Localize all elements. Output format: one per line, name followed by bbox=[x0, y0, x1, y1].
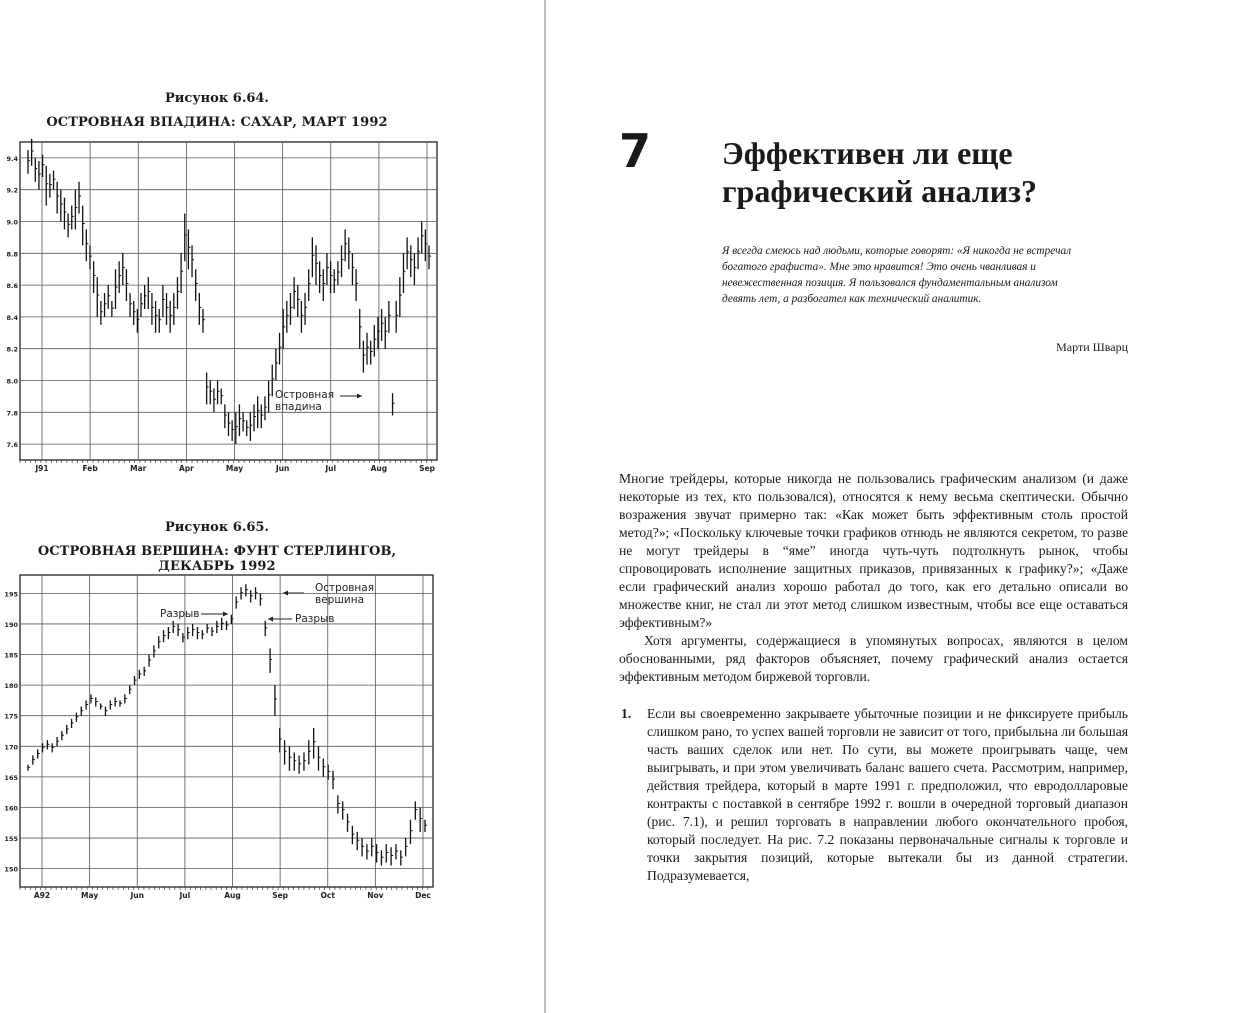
body-text bbox=[619, 470, 1128, 686]
y-tick-label: 8.8 bbox=[6, 250, 18, 259]
chapter-title-line: Эффективен ли еще bbox=[722, 135, 1013, 171]
x-tick-label: Feb bbox=[82, 464, 98, 473]
right-page bbox=[546, 0, 1253, 1013]
x-tick-label: Sep bbox=[272, 891, 289, 900]
y-tick-label: 195 bbox=[4, 590, 18, 599]
epigraph: Я всегда смеюсь над людьми, которые говорят: «Я никогда не встречал богатого графиста». Мне это нравится! Это очень чванливая и невежественная позиция. Я пользовался фундаментальным анализом девять лет, а разбогател как технический аналитик. bbox=[722, 245, 1072, 305]
y-tick-label: 190 bbox=[4, 620, 18, 629]
y-tick-label: 9.2 bbox=[6, 186, 18, 195]
x-tick-label: J91 bbox=[35, 464, 49, 473]
y-tick-label: 150 bbox=[4, 865, 18, 874]
x-tick-label: Dec bbox=[415, 891, 431, 900]
x-tick-label: Aug bbox=[224, 891, 241, 900]
y-tick-label: 155 bbox=[4, 835, 18, 844]
x-tick-label: Nov bbox=[367, 891, 384, 900]
y-tick-label: 9.0 bbox=[6, 218, 18, 227]
x-tick-label: May bbox=[81, 891, 99, 900]
annotation-arrowhead bbox=[283, 591, 288, 596]
x-tick-label: A92 bbox=[33, 891, 51, 900]
figure1-number: Рисунок 6.64. bbox=[165, 91, 269, 106]
annotation-arrowhead bbox=[223, 612, 228, 617]
figure1-title: ОСТРОВНАЯ ВПАДИНА: САХАР, МАРТ 1992 bbox=[46, 115, 388, 130]
y-tick-label: 170 bbox=[4, 743, 18, 752]
x-tick-label: Oct bbox=[320, 891, 335, 900]
x-tick-label: Mar bbox=[130, 464, 147, 473]
chapter-title bbox=[722, 134, 1142, 210]
y-tick-label: 9.4 bbox=[6, 154, 18, 163]
y-tick-label: 185 bbox=[4, 651, 18, 660]
y-tick-label: 8.0 bbox=[6, 377, 18, 386]
paragraph: Хотя аргументы, содержащиеся в упомянутых вопросах, являются в целом обоснованными, ряд факторов объясняет, почему графический анализ остается эффективным методом биржевой торговли. bbox=[619, 633, 1128, 684]
list-marker: 1. bbox=[621, 706, 632, 721]
x-tick-label: Sep bbox=[419, 464, 435, 473]
annotation-text: Разрыв bbox=[295, 613, 335, 625]
x-tick-label: Jun bbox=[130, 891, 144, 900]
annotation-arrowhead bbox=[268, 617, 273, 622]
chapter-number: 7 bbox=[619, 124, 652, 178]
y-tick-label: 180 bbox=[4, 682, 18, 691]
figure2-title: ОСТРОВНАЯ ВЕРШИНА: ФУНТ СТЕРЛИНГОВ, ДЕКАБРЬ 1992 bbox=[37, 544, 397, 574]
y-tick-label: 7.8 bbox=[6, 409, 18, 418]
chapter-title-line: графический анализ? bbox=[722, 173, 1038, 209]
annotation-text: Островная bbox=[315, 582, 375, 594]
figure2-chart bbox=[0, 0, 544, 1013]
y-tick-label: 175 bbox=[4, 712, 18, 721]
x-tick-label: Aug bbox=[370, 464, 388, 473]
y-tick-label: 8.6 bbox=[6, 282, 18, 291]
paragraph: Многие трейдеры, которые никогда не пользовались графическим анализом (и даже некоторые из тех, кто пользовался), относятся к нему весьма скептически. Обычно возражения звучат примерно так: «Как может быть эффективным столь простой метод?»; «Поскольку ключевые точки графиков отнюдь не являются секретом, то разве не могут трейдеры в “яме” иногда чуть-чуть подтолкнуть рынок, чтобы спровоцировать исполнение защитных приказов, привязанных к графику?»; «Даже если графический анализ хорошо работал до того, как его детально описали во множестве книг, не стал ли этот метод слишком известным, чтобы все еще оставаться эффективным?» bbox=[619, 471, 1128, 630]
y-tick-label: 160 bbox=[4, 804, 18, 813]
y-tick-label: 165 bbox=[4, 773, 18, 782]
numbered-list-item bbox=[621, 705, 1128, 885]
annotation-text: вершина bbox=[315, 594, 365, 606]
x-tick-label: Apr bbox=[178, 464, 194, 473]
x-tick-label: Jun bbox=[275, 464, 290, 473]
x-tick-label: May bbox=[225, 464, 244, 473]
list-item-text: Если вы своевременно закрываете убыточные позиции и не фиксируете прибыль слишком рано, то успех вашей торговли не зависит от того, прибыльна ли большая часть ваших сделок или нет. По сути, вы можете проигрывать чаще, чем выигрывать, и при этом увеличивать баланс вашего счета. Рассмотрим, например, действия трейдера, который в марте 1991 г. предположил, что евродолларовые контракты с поставкой в сентябре 1992 г. вошли в очередной торговый диапазон (рис. 7.1), и решил торговать в направлении любого окончательного пробоя, который последует. На рис. 7.2 показаны первоначальные сигналы к торговле и точки закрытия позиций, которые вытекали бы из данной стратегии. Подразумевается, bbox=[647, 706, 1128, 883]
epigraph-author: Марти Шварц bbox=[1056, 340, 1128, 354]
annotation-text: впадина bbox=[275, 401, 322, 413]
figure2-number: Рисунок 6.65. bbox=[165, 520, 269, 535]
annotation-text: Разрыв bbox=[160, 608, 200, 620]
y-tick-label: 8.2 bbox=[6, 345, 18, 354]
y-tick-label: 8.4 bbox=[6, 313, 18, 322]
x-tick-label: Jul bbox=[325, 464, 337, 473]
x-tick-label: Jul bbox=[179, 891, 191, 900]
annotation-text: Островная bbox=[275, 389, 335, 401]
y-tick-label: 7.6 bbox=[6, 441, 18, 450]
left-page bbox=[0, 0, 544, 1013]
